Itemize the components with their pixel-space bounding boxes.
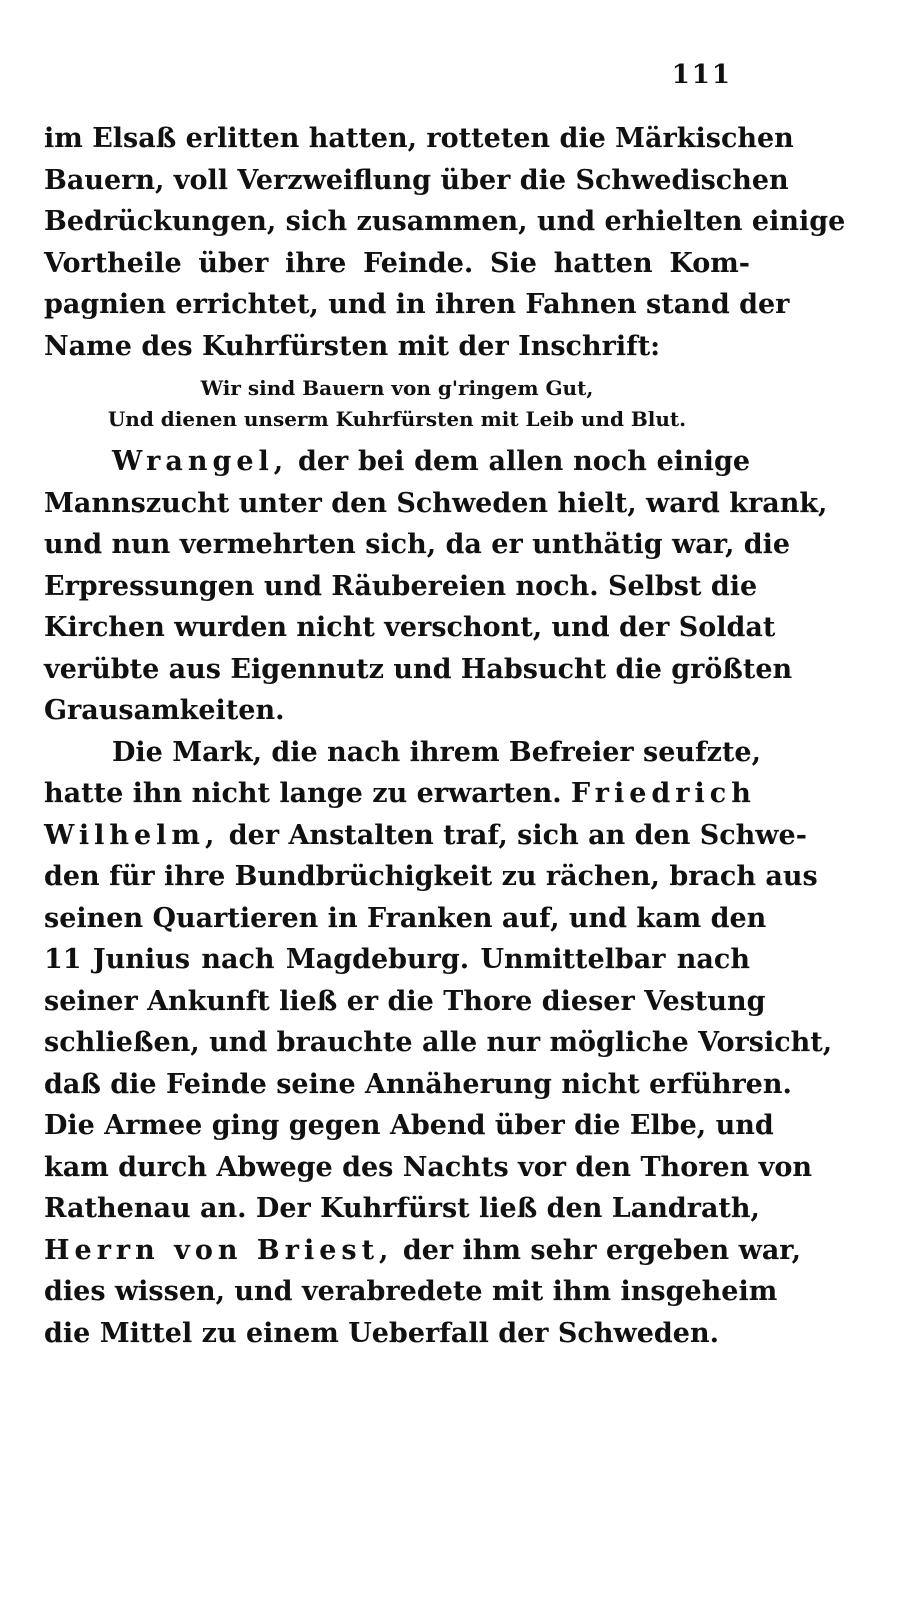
text-line: im Elsaß erlitten hatten, rotteten die Märkischen — [44, 123, 794, 154]
text-line: dies wissen, und verabredete mit ihm insgeheim — [44, 1276, 778, 1307]
name-herrn-von-briest: Herrn von Briest, — [44, 1234, 394, 1266]
text-line: seiner Ankunft ließ er die Thore dieser Vestung — [44, 985, 766, 1017]
text-line: Bauern, voll Verzweiflung über die Schwedischen — [44, 164, 789, 196]
text-line — [44, 441, 750, 483]
text-line: Grausamkeiten. — [44, 695, 285, 726]
text-line: 11 Junius nach Magdeburg. Unmittelbar nach — [44, 944, 750, 975]
text-line — [44, 1230, 801, 1272]
name-friedrich: Friedrich — [571, 778, 756, 809]
text-line: und nun vermehrten sich, da er unthätig war, die — [44, 529, 791, 560]
text-line: Kirchen wurden nicht verschont, und der Soldat — [44, 612, 776, 643]
text-line: pagnien errichtet, und in ihren Fahnen stand der — [44, 289, 790, 320]
text-line: die Mittel zu einem Ueberfall der Schweden. — [44, 1317, 719, 1349]
text-line: Vortheile über ihre Feinde. Sie hatten Kom- — [44, 247, 750, 279]
name-wilhelm: Wilhelm, — [44, 819, 220, 851]
page-number: 111 — [671, 60, 732, 90]
text-fragment: der ihm sehr ergeben war, — [393, 1234, 801, 1266]
text-line: seinen Quartieren in Franken auf, und kam den — [44, 902, 767, 934]
text-line: den für ihre Bundbrüchigkeit zu rächen, brach aus — [44, 861, 818, 892]
text-line: kam durch Abwege des Nachts vor den Thoren von — [44, 1151, 812, 1183]
text-line — [44, 815, 807, 857]
verse-line: Und dienen unserm Kuhrfürsten mit Leib und Blut. — [107, 407, 687, 431]
text-line: Rathenau an. Der Kuhrfürst ließ den Landrath, — [44, 1193, 760, 1224]
text-fragment: der Anstalten traf, sich an den Schwe- — [219, 819, 807, 851]
text-line: Name des Kuhrfürsten mit der Inschrift: — [44, 330, 661, 362]
text-line: daß die Feinde seine Annäherung nicht erführen. — [44, 1068, 792, 1100]
text-fragment: der bei dem allen noch einige — [288, 446, 750, 477]
text-line: Mannszucht unter den Schweden hielt, ward krank, — [44, 487, 828, 519]
text-line: Bedrückungen, sich zusammen, und erhielten einige — [44, 206, 846, 237]
text-line: verübte aus Eigennutz und Habsucht die größten — [44, 653, 793, 685]
body-text — [44, 118, 846, 1354]
text-line: Die Mark, die nach ihrem Befreier seufzte, — [112, 736, 762, 768]
verse-line: Wir sind Bauern von g'ringem Gut, — [200, 376, 594, 400]
text-line: Erpressungen und Räubereien noch. Selbst die — [44, 570, 758, 602]
text-line: Die Armee ging gegen Abend über die Elbe, und — [44, 1110, 774, 1141]
name-wrangel: Wrangel, — [112, 446, 289, 477]
text-line — [44, 773, 756, 815]
text-fragment: hatte ihn nicht lange zu erwarten. — [44, 778, 572, 809]
text-line: schließen, und brauchte alle nur mögliche Vorsicht, — [44, 1027, 833, 1058]
